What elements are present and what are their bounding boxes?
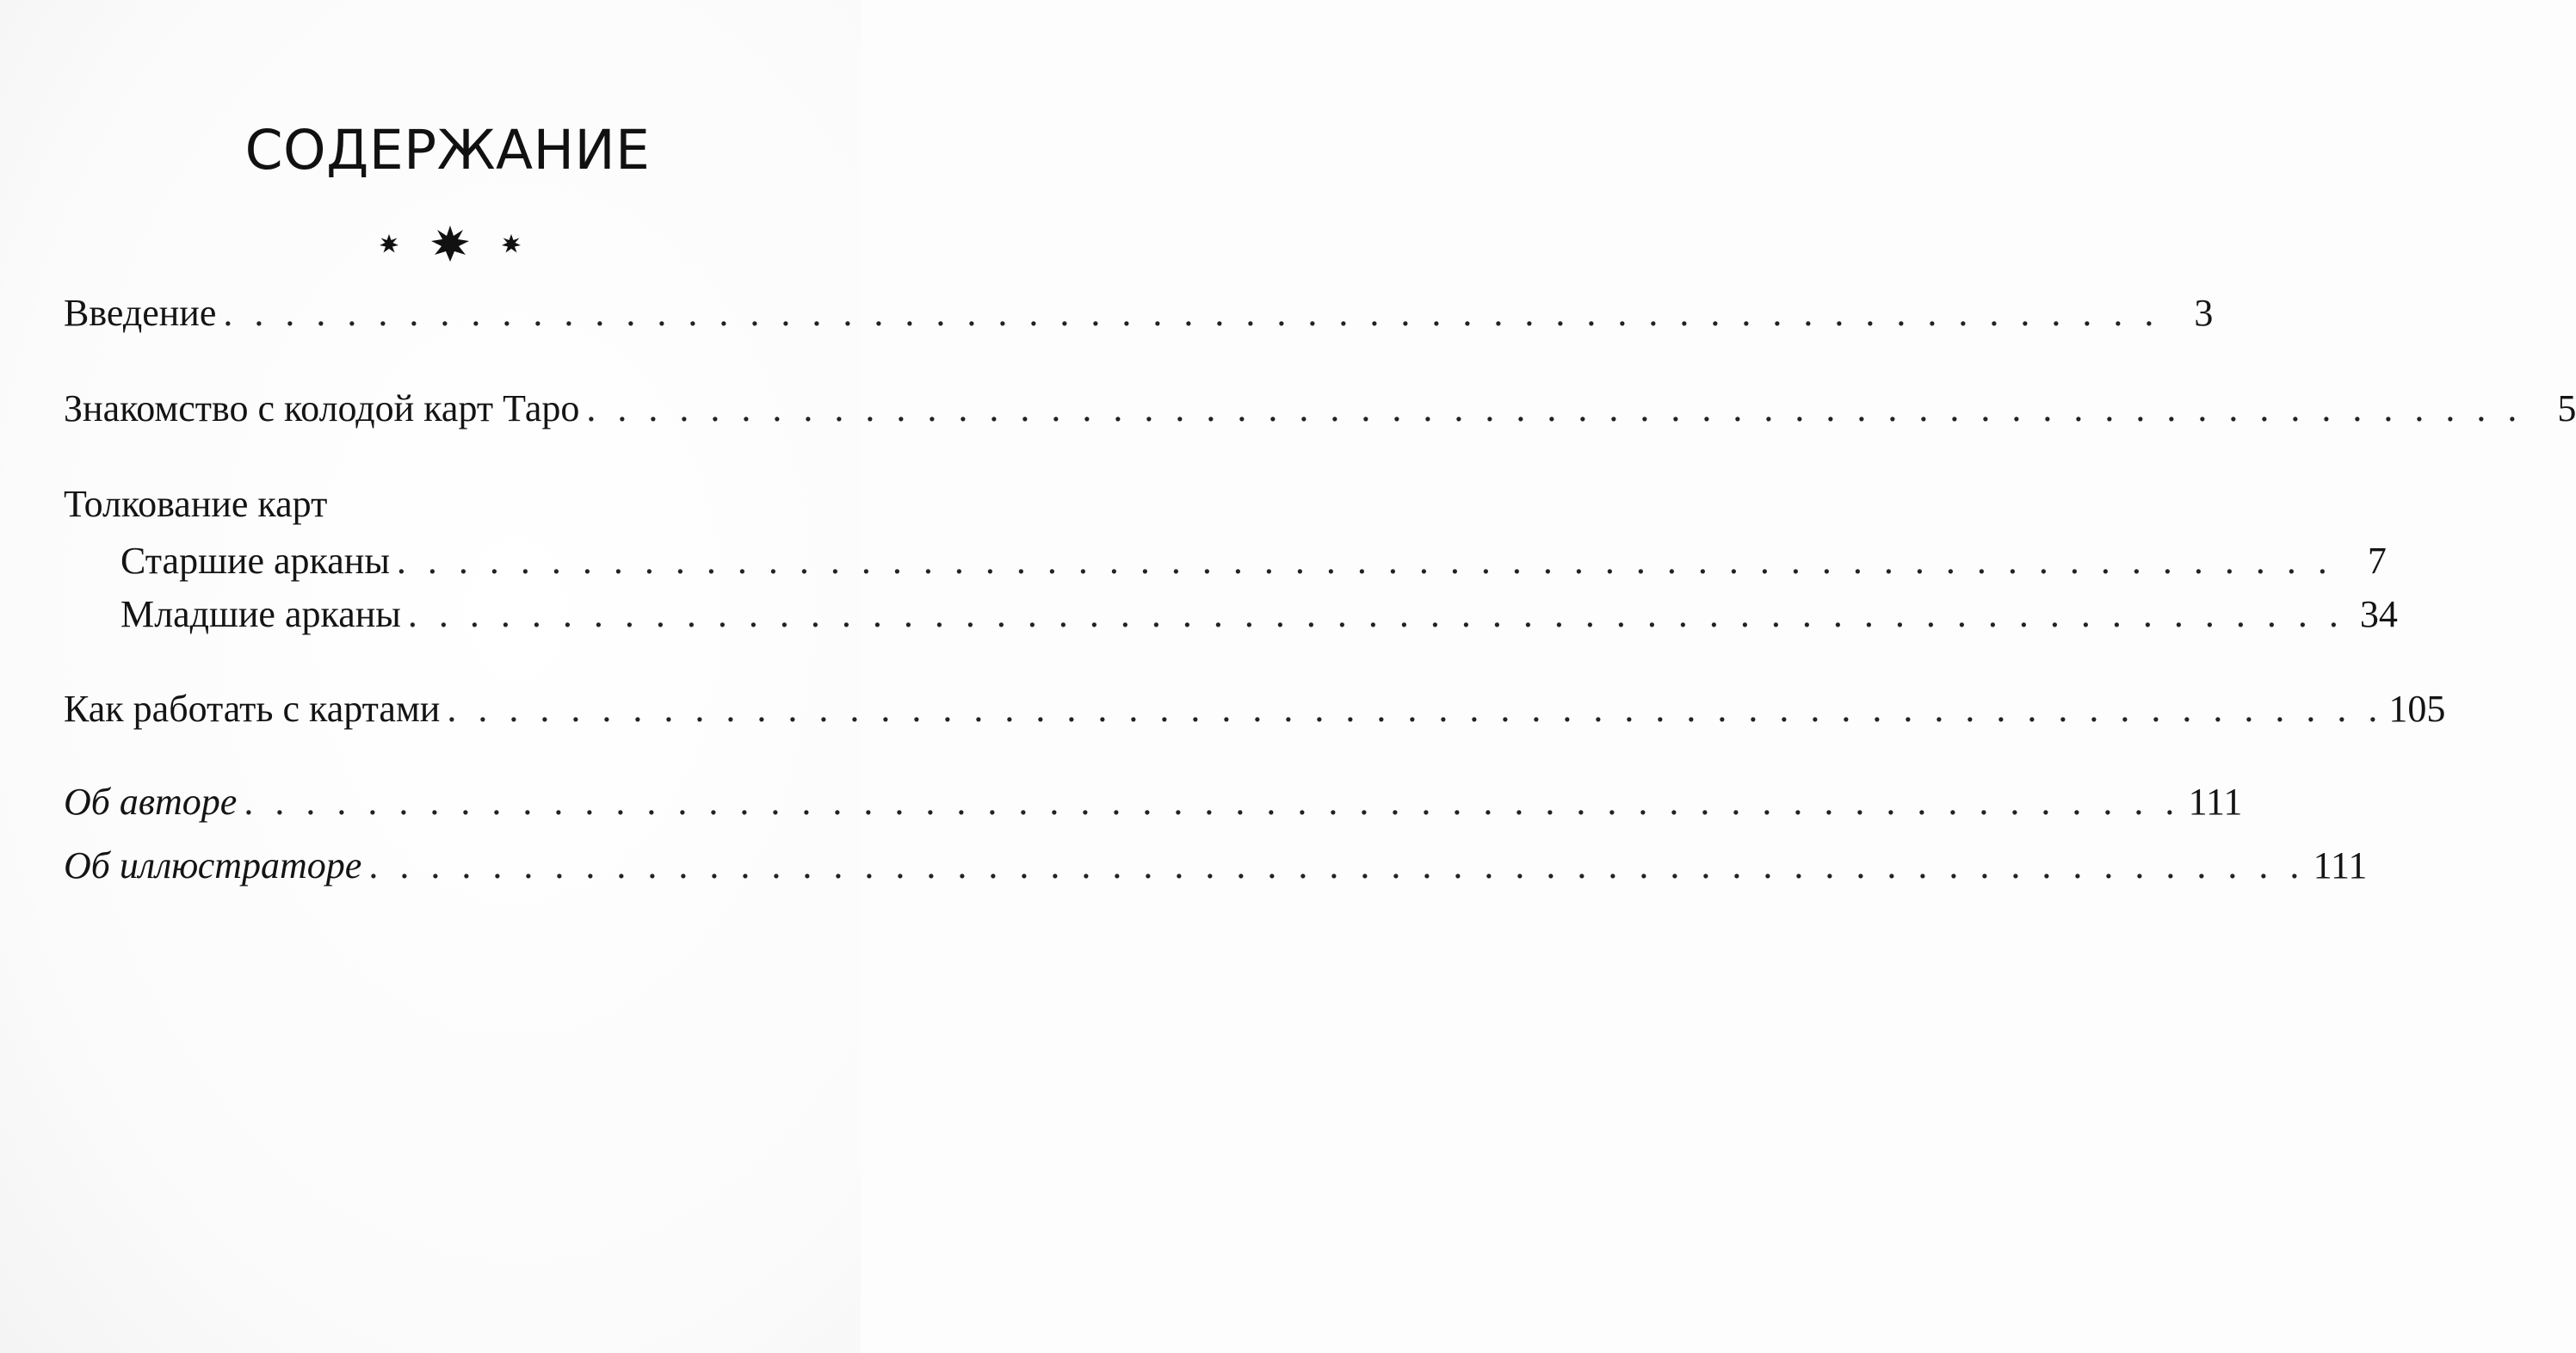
- dot-leader: . . . . . . . . . . . . . . . . . . . . . . . . . . . . . . . . . . . . . . . . . . . . . . . . . . . . . . . . . . . . . . .: [407, 593, 2344, 635]
- small-star-left-icon: [380, 234, 398, 253]
- toc-page-number: 111: [2188, 781, 2243, 823]
- dot-leader: . . . . . . . . . . . . . . . . . . . . . . . . . . . . . . . . . . . . . . . . . . . . . . . . . . . . . . . . . . . . . . .: [447, 688, 2384, 730]
- dot-leader: . . . . . . . . . . . . . . . . . . . . . . . . . . . . . . . . . . . . . . . . . . . . . . . . . . . . . . . . . . . . . . .: [244, 781, 2181, 823]
- toc-page-number: 7: [2367, 540, 2387, 582]
- toc-entry-label: Как работать с картами: [64, 688, 441, 730]
- toc-page-number: 3: [2194, 292, 2214, 334]
- star-ornament-icon: [368, 222, 532, 267]
- dot-leader: . . . . . . . . . . . . . . . . . . . . . . . . . . . . . . . . . . . . . . . . . . . . . . . . . . . . . . . . . . . . . . .: [586, 387, 2523, 429]
- toc-entry-minor-arcana[interactable]: [120, 593, 2398, 635]
- toc-section-heading[interactable]: Толкование карт: [64, 483, 328, 525]
- toc-entry-deck[interactable]: [64, 387, 2576, 429]
- toc-page-number: 111: [2313, 844, 2368, 887]
- toc-entry-label: Об авторе: [64, 781, 238, 823]
- toc-entry-intro[interactable]: [64, 292, 2214, 334]
- small-star-right-icon: [502, 234, 521, 253]
- page-title: СОДЕРЖАНИЕ: [244, 119, 651, 182]
- toc-entry-label: Введение: [64, 292, 217, 334]
- dot-leader: . . . . . . . . . . . . . . . . . . . . . . . . . . . . . . . . . . . . . . . . . . . . . . . . . . . . . . . . . . . . . . .: [223, 292, 2160, 334]
- toc-entry-label: Знакомство с колодой карт Таро: [64, 387, 580, 429]
- large-star-center-icon: [431, 226, 469, 262]
- toc-entry-about-illustrator[interactable]: [64, 844, 2368, 887]
- toc-entry-label: Об иллюстраторе: [64, 844, 362, 887]
- toc-entry-how-to-work[interactable]: [64, 688, 2446, 730]
- dot-leader: . . . . . . . . . . . . . . . . . . . . . . . . . . . . . . . . . . . . . . . . . . . . . . . . . . . . . . . . . . . . . . .: [368, 844, 2306, 887]
- dot-leader: . . . . . . . . . . . . . . . . . . . . . . . . . . . . . . . . . . . . . . . . . . . . . . . . . . . . . . . . . . . . . . .: [396, 540, 2333, 582]
- toc-entry-major-arcana[interactable]: [120, 540, 2387, 582]
- toc-entry-label: Младшие арканы: [120, 593, 401, 635]
- toc-page-number: 5: [2557, 387, 2576, 429]
- toc-page-number: 105: [2388, 688, 2446, 730]
- toc-entry-about-author[interactable]: [64, 781, 2243, 823]
- toc-page-number: 34: [2359, 593, 2398, 635]
- toc-entry-label: Старшие арканы: [120, 540, 390, 582]
